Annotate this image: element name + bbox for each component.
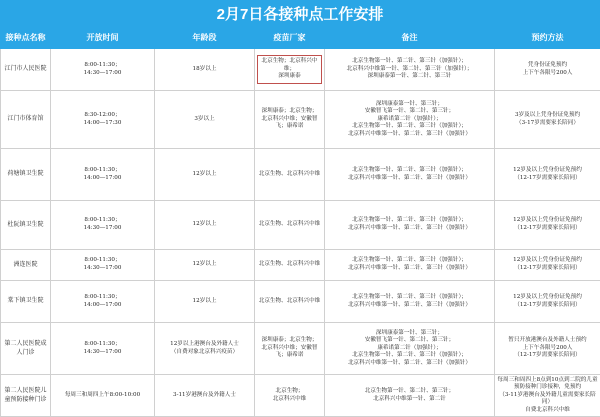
cell-hours: 8:30-12:00； 14:00—17:30 [51, 91, 155, 149]
table-row [1, 49, 600, 91]
cell-site: 第二人民医院儿童预防接种门诊 [1, 375, 51, 417]
col-header-booking: 预约方法 [495, 27, 600, 49]
cell-booking: 12岁及以上凭身份证免预约 （12-17岁需要家长陪同） [495, 281, 600, 323]
table-row [1, 91, 600, 149]
cell-booking: 每周三和周四上8点到10点到二院的儿童预防接种门诊接种，免预约 （3-11岁港澳台及外籍儿童需要家长陪同） 自费北京科兴中维 [495, 375, 600, 417]
cell-booking: 12岁及以上凭身份证免预约 （12-17岁需要家长陪同） [495, 201, 600, 250]
cell-vaccine: 北京生物、北京科兴中维 [255, 201, 325, 250]
cell-hours: 每周三和周四上午8:00-10:00 [51, 375, 155, 417]
cell-hours: 8:00-11:30； 14:30—17:00 [51, 49, 155, 91]
cell-site: 江门市体育馆 [1, 91, 51, 149]
cell-site: 江门市人民医院 [1, 49, 51, 91]
vaccine-text: 北京生物；北京科兴中维； 深圳康泰 [257, 55, 322, 84]
page-title: 2月7日各接种点工作安排 [0, 0, 600, 26]
cell-remarks: 北京生物第一针、第二针、第三针（加强针）； 北京科兴中维第一针、第二针、第三针（加强针） [325, 201, 495, 250]
cell-booking: 12岁及以上凭身份证免预约 （12-17岁需要家长陪同） [495, 149, 600, 201]
cell-vaccine: 北京生物； 北京科兴中维 [255, 375, 325, 417]
cell-age: 12岁以上 [155, 281, 255, 323]
table-row [1, 250, 600, 281]
cell-hours: 8:00-11:30； 14:30—17:00 [51, 323, 155, 375]
cell-booking: 12岁及以上凭身份证免预约 （12-17岁需要家长陪同） [495, 250, 600, 281]
cell-hours: 8:00-11:30； 14:00—17:00 [51, 149, 155, 201]
cell-booking: 凭身份证免预约 上下午各限号200人 [495, 49, 600, 91]
cell-remarks: 深圳康泰第一针、第三针； 安徽智飞第一针、第二针、第三针； 康希诺第二针（加强针）； 北京生物第一针、第二针、第三针（加强针）； 北京科兴中维第一针、第二针、第三针（加强针） [325, 91, 495, 149]
cell-hours: 8:00-11:30； 14:30—17:00 [51, 201, 155, 250]
cell-vaccine: 北京生物、北京科兴中维 [255, 149, 325, 201]
cell-vaccine: 北京生物、北京科兴中维 [255, 281, 325, 323]
cell-remarks: 深圳康泰第一针、第三针； 安徽智飞第一针、第二针、第三针； 康希诺第二针（加强针）； 北京生物第一针、第二针、第三针（加强针）； 北京科兴中维第一针、第二针、第三针（加强针） [325, 323, 495, 375]
cell-age: 12岁以上港澳台及外籍人士 （自费对象北京科兴疫苗） [155, 323, 255, 375]
table-row [1, 375, 600, 417]
table-row [1, 323, 600, 375]
col-header-hours: 开放时间 [51, 27, 155, 49]
col-header-site: 接种点名称 [1, 27, 51, 49]
cell-remarks: 北京生物第一针、第二针、第三针（加强针）； 北京科兴中维第一针、第二针、第三针（加强针）； 深圳康泰第一针、第二针、第三针 [325, 49, 495, 91]
table-row [1, 149, 600, 201]
cell-vaccine: 北京生物、北京科兴中维 [255, 250, 325, 281]
cell-age: 12岁以上 [155, 201, 255, 250]
cell-remarks: 北京生物第一针、第二针、第三针（加强针）； 北京科兴中维第一针、第二针、第三针（加强针） [325, 281, 495, 323]
cell-age: 18岁以上 [155, 49, 255, 91]
cell-age: 3-11岁港澳台及外籍人士 [155, 375, 255, 417]
cell-remarks: 北京生物第一针、第二针、第三针（加强针）； 北京科兴中维第一针、第二针、第三针（加强针） [325, 250, 495, 281]
cell-remarks: 北京生物第一针、第二针、第三针； 北京科兴中维第一针、第二针 [325, 375, 495, 417]
table-header [1, 27, 600, 49]
cell-vaccine: 深圳康泰；北京生物； 北京科兴中维；安徽智飞；康希诺 [255, 323, 325, 375]
schedule-table [0, 26, 600, 417]
cell-site: 荷塘镇卫生院 [1, 149, 51, 201]
cell-age: 12岁以上 [155, 250, 255, 281]
cell-age: 3岁以上 [155, 91, 255, 149]
cell-age: 12岁以上 [155, 149, 255, 201]
col-header-age: 年龄段 [155, 27, 255, 49]
table-row [1, 281, 600, 323]
cell-site: 杜阮镇卫生院 [1, 201, 51, 250]
cell-site: 洲连医院 [1, 250, 51, 281]
cell-hours: 8:00-11:30； 14:00—17:00 [51, 281, 155, 323]
table-body [1, 49, 600, 417]
table-row [1, 201, 600, 250]
cell-booking: 暂只开放港澳台及外籍人士预约 上下午各限号200人 （12-17岁需要家长陪同） [495, 323, 600, 375]
cell-booking: 3岁及以上凭身份证免预约 （3-17岁需要家长陪同） [495, 91, 600, 149]
cell-remarks: 北京生物第一针、第二针、第三针（加强针）； 北京科兴中维第一针、第二针、第三针（加强针） [325, 149, 495, 201]
cell-site: 第二人民医院成人门诊 [1, 323, 51, 375]
col-header-vaccine: 疫苗厂家 [255, 27, 325, 49]
col-header-remarks: 备注 [325, 27, 495, 49]
cell-vaccine [255, 49, 325, 91]
cell-vaccine: 深圳康泰；北京生物； 北京科兴中维；安徽智飞；康希诺 [255, 91, 325, 149]
cell-site: 棠下镇卫生院 [1, 281, 51, 323]
cell-hours: 8:00-11:30； 14:30—17:00 [51, 250, 155, 281]
